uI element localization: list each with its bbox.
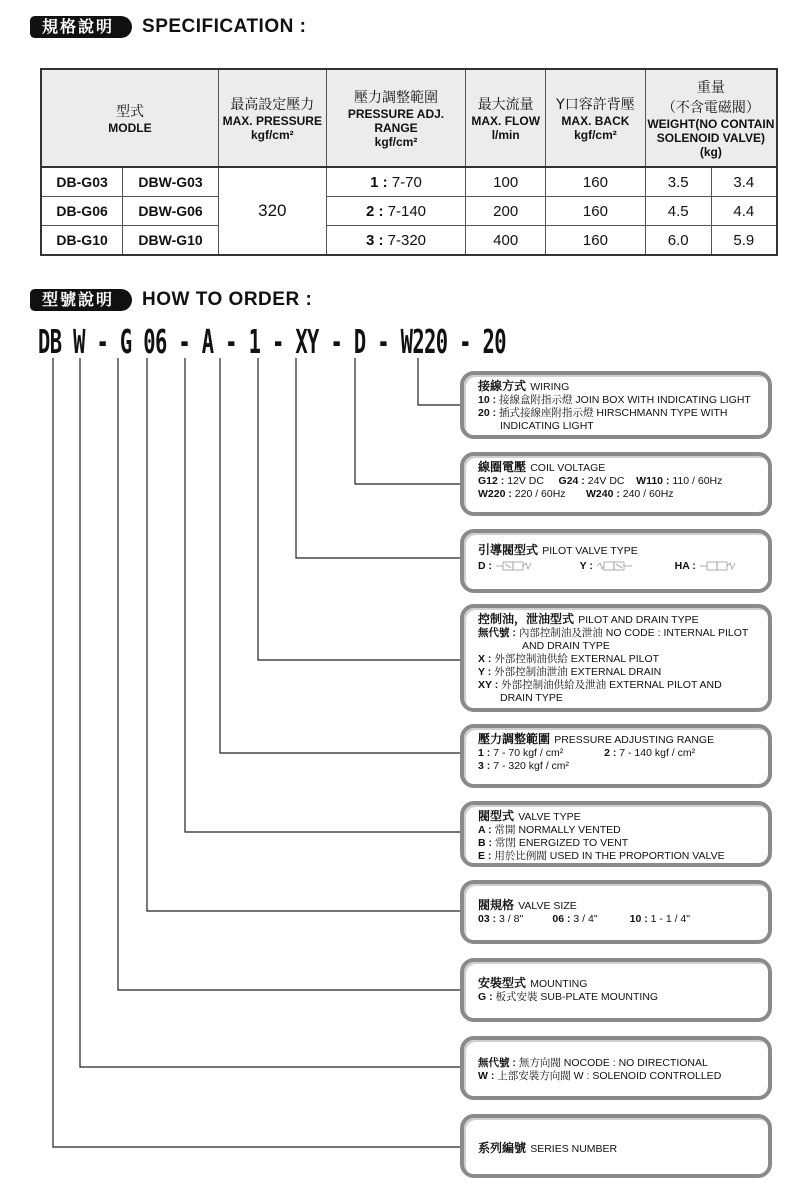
weight-db: 6.0 bbox=[645, 226, 711, 256]
line-size bbox=[147, 358, 460, 911]
weight-dbw: 3.4 bbox=[711, 167, 777, 197]
line-drain bbox=[258, 358, 460, 660]
header-pressure-adj: 壓力調整範圍 PRESSURE ADJ. RANGE kgf/cm² bbox=[326, 69, 466, 167]
valve-type-box: 閥型式 VALVE TYPE A : 常開 NORMALLY VENTED B : 常閉 ENERGIZED TO VENT E : 用於比例閥 USED IN THE PROPORTION VALVE bbox=[460, 801, 772, 867]
line-coil bbox=[355, 358, 460, 484]
spec-title: SPECIFICATION : bbox=[142, 16, 307, 37]
order-badge: 型號說明 bbox=[30, 289, 132, 311]
flow-value: 400 bbox=[466, 226, 546, 256]
direction-box: 無代號 : 無方向閥 NOCODE : NO DIRECTIONAL W : 上部安裝方向閥 W : SOLENOID CONTROLLED bbox=[460, 1036, 772, 1100]
model-dbw: DBW-G10 bbox=[123, 226, 219, 256]
wiring-box: 接線方式 WIRING 10 : 接線盒附指示燈 JOIN BOX WITH INDICATING LIGHT 20 : 插式接線座附指示燈 HIRSCHMANN TYPE WITH INDICATING LIGHT bbox=[460, 371, 772, 439]
pressure-range-box: 壓力調整範圍 PRESSURE ADJUSTING RANGE 1 : 7 - 70 kgf / cm² 2 : 7 - 140 kgf / cm² 3 : 7 - 320 kgf / cm² bbox=[460, 724, 772, 788]
line-series bbox=[53, 358, 460, 1147]
line-wiring bbox=[418, 358, 460, 405]
flow-value: 100 bbox=[466, 167, 546, 197]
model-db: DB-G10 bbox=[41, 226, 123, 256]
back-value: 160 bbox=[546, 197, 646, 226]
pilot-d-symbol-icon bbox=[495, 561, 533, 571]
back-value: 160 bbox=[546, 167, 646, 197]
order-title: HOW TO ORDER : bbox=[142, 289, 313, 310]
weight-db: 4.5 bbox=[645, 197, 711, 226]
line-mounting bbox=[118, 358, 460, 990]
back-value: 160 bbox=[546, 226, 646, 256]
coil-voltage-box: 線圈電壓 COIL VOLTAGE G12 : 12V DC G24 : 24V DC W110 : 110 / 60Hz W220 : 220 / 60Hz W240 : 240 / 60Hz bbox=[460, 452, 772, 516]
model-db: DB-G06 bbox=[41, 197, 123, 226]
line-direction bbox=[80, 358, 460, 1067]
weight-dbw: 5.9 bbox=[711, 226, 777, 256]
header-max-pressure: 最高設定壓力 MAX. PRESSURE kgf/cm² bbox=[218, 69, 326, 167]
weight-db: 3.5 bbox=[645, 167, 711, 197]
table-row bbox=[41, 226, 777, 256]
adj-range: 3 : 7-320 bbox=[326, 226, 466, 256]
mounting-box: 安裝型式 MOUNTING G : 板式安裝 SUB-PLATE MOUNTING bbox=[460, 958, 772, 1022]
table-row bbox=[41, 167, 777, 197]
header-max-back: Y口容許背壓 MAX. BACK kgf/cm² bbox=[546, 69, 646, 167]
adj-range: 2 : 7-140 bbox=[326, 197, 466, 226]
model-db: DB-G03 bbox=[41, 167, 123, 197]
specification-header bbox=[30, 16, 306, 38]
adj-range: 1 : 7-70 bbox=[326, 167, 466, 197]
model-dbw: DBW-G06 bbox=[123, 197, 219, 226]
order-code: DB W - G 06 - A - 1 - XY - D - W220 - 20 bbox=[38, 322, 506, 361]
table-row bbox=[41, 197, 777, 226]
pilot-drain-box: 控制油，泄油型式 PILOT AND DRAIN TYPE 無代號 : 內部控制油及泄油 NO CODE : INTERNAL PILOT AND DRAIN TYPE X : 外部控制油供給 EXTERNAL PILOT Y : 外部控制油泄油 EXTERNAL DRAIN XY : 外部控制油供給及泄油 EXTERNAL PILOT AND DRAIN TYPE bbox=[460, 604, 772, 712]
flow-value: 200 bbox=[466, 197, 546, 226]
pilot-valve-box: 引導閥型式 PILOT VALVE TYPE D : Y : HA : bbox=[460, 529, 772, 593]
line-valve-type bbox=[185, 358, 460, 832]
header-model: 型式 MODLE bbox=[41, 69, 218, 167]
weight-dbw: 4.4 bbox=[711, 197, 777, 226]
series-number-box: 系列編號 SERIES NUMBER bbox=[460, 1114, 772, 1178]
specification-table bbox=[40, 68, 778, 256]
line-pressure bbox=[220, 358, 460, 753]
line-pilot bbox=[296, 358, 460, 558]
model-dbw: DBW-G03 bbox=[123, 167, 219, 197]
how-to-order-header bbox=[30, 289, 312, 311]
header-max-flow: 最大流量 MAX. FLOW l/min bbox=[466, 69, 546, 167]
valve-size-box: 閥規格 VALVE SIZE 03 : 3 / 8" 06 : 3 / 4" 10 : 1 - 1 / 4" bbox=[460, 880, 772, 944]
pilot-ha-symbol-icon bbox=[699, 561, 737, 571]
max-pressure-value: 320 bbox=[218, 167, 326, 255]
pilot-y-symbol-icon bbox=[596, 561, 634, 571]
header-weight: 重量 （不含電磁閥） WEIGHT(NO CONTAIN SOLENOID VALVE) (kg) bbox=[645, 69, 777, 167]
spec-badge: 規格說明 bbox=[30, 16, 132, 38]
